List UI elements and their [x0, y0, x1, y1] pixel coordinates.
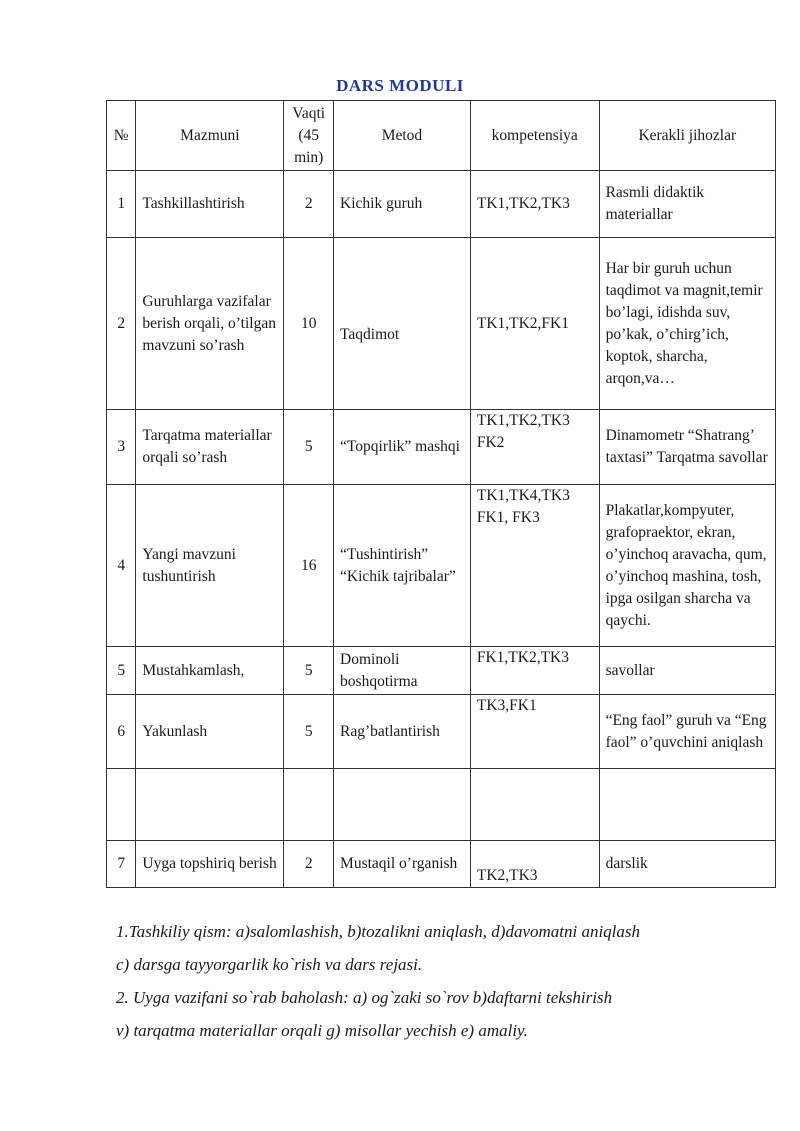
- table-row: [107, 171, 776, 238]
- table-header-row: [107, 101, 776, 171]
- row-metod: Rag’batlantirish: [334, 695, 471, 769]
- header-kompetensiya: kompetensiya: [470, 101, 599, 171]
- table-row: [107, 238, 776, 410]
- row-mazmun: Guruhlarga vazifalar berish orqali, o’tilgan mavzuni so’rash: [136, 238, 284, 410]
- row-num: 5: [107, 647, 136, 695]
- note-line: v) tarqatma materiallar orqali g) misollar yechish e) amaliy.: [116, 1021, 528, 1040]
- row-kompetensiya: TK2,TK3: [470, 841, 599, 888]
- row-num: [107, 769, 136, 841]
- row-num: 1: [107, 171, 136, 238]
- note-line: 1.Tashkiliy qism: a)salomlashish, b)tozalikni aniqlash, d)davomatni aniqlash: [116, 922, 641, 941]
- page-title: DARS MODULI: [336, 76, 464, 95]
- row-kompetensiya: TK3,FK1: [470, 695, 599, 769]
- table-row-empty: [107, 769, 776, 841]
- row-metod: “Topqirlik” mashqi: [334, 410, 471, 485]
- row-num: 3: [107, 410, 136, 485]
- row-mazmun: Yakunlash: [136, 695, 284, 769]
- row-num: 7: [107, 841, 136, 888]
- row-kompetensiya: FK1,TK2,TK3: [470, 647, 599, 695]
- row-num: 4: [107, 485, 136, 647]
- lesson-module-table: [106, 100, 776, 888]
- row-jihozlar: Dinamometr “Shatrang’ taxtasi” Tarqatma savollar: [599, 410, 775, 485]
- lesson-notes: [116, 918, 776, 1050]
- row-jihozlar: [599, 769, 775, 841]
- note-line: c) darsga tayyorgarlik ko`rish va dars rejasi.: [116, 955, 423, 974]
- row-metod: “Tushintirish” “Kichik tajribalar”: [334, 485, 471, 647]
- row-jihozlar: savollar: [599, 647, 775, 695]
- header-mazmun: Mazmuni: [136, 101, 284, 171]
- row-kompetensiya: TK1,TK2,TK3 FK2: [470, 410, 599, 485]
- row-kompetensiya: [470, 769, 599, 841]
- row-vaqt: 16: [284, 485, 334, 647]
- row-metod: [334, 769, 471, 841]
- table-row: [107, 647, 776, 695]
- table-row: [107, 485, 776, 647]
- row-vaqt: 5: [284, 647, 334, 695]
- row-mazmun: Yangi mavzuni tushuntirish: [136, 485, 284, 647]
- note-line: 2. Uyga vazifani so`rab baholash: a) og`zaki so`rov b)daftarni tekshirish: [116, 988, 613, 1007]
- row-metod: Mustaqil o’rganish: [334, 841, 471, 888]
- row-jihozlar: “Eng faol” guruh va “Eng faol” o’quvchini aniqlash: [599, 695, 775, 769]
- table-row: [107, 410, 776, 485]
- header-vaqt: Vaqti (45 min): [284, 101, 334, 171]
- row-vaqt: 5: [284, 410, 334, 485]
- table-row: [107, 695, 776, 769]
- row-mazmun: Tarqatma materiallar orqali so’rash: [136, 410, 284, 485]
- row-vaqt: 2: [284, 171, 334, 238]
- row-mazmun: Tashkillashtirish: [136, 171, 284, 238]
- row-metod: Dominoli boshqotirma: [334, 647, 471, 695]
- row-metod: Kichik guruh: [334, 171, 471, 238]
- row-vaqt: 5: [284, 695, 334, 769]
- row-metod: Taqdimot: [334, 238, 471, 410]
- row-jihozlar: darslik: [599, 841, 775, 888]
- row-kompetensiya: TK1,TK2,TK3: [470, 171, 599, 238]
- row-num: 2: [107, 238, 136, 410]
- header-num: №: [107, 101, 136, 171]
- row-num: 6: [107, 695, 136, 769]
- row-mazmun: Uyga topshiriq berish: [136, 841, 284, 888]
- row-jihozlar: Plakatlar,kompyuter, grafopraektor, ekran, o’yinchoq aravacha, qum, o’yinchoq mashina, tosh, ipga osilgan sharcha va qaychi.: [599, 485, 775, 647]
- row-vaqt: 2: [284, 841, 334, 888]
- row-jihozlar: Har bir guruh uchun taqdimot va magnit,temir bo’lagi, idishda suv, po’kak, o’chirg’ich, koptok, sharcha, arqon,va…: [599, 238, 775, 410]
- table-row: [107, 841, 776, 888]
- header-jihozlar: Kerakli jihozlar: [599, 101, 775, 171]
- row-jihozlar: Rasmli didaktik materiallar: [599, 171, 775, 238]
- header-metod: Metod: [334, 101, 471, 171]
- row-vaqt: [284, 769, 334, 841]
- row-mazmun: Mustahkamlash,: [136, 647, 284, 695]
- row-kompetensiya: TK1,TK2,FK1: [470, 238, 599, 410]
- row-mazmun: [136, 769, 284, 841]
- row-vaqt: 10: [284, 238, 334, 410]
- row-kompetensiya: TK1,TK4,TK3 FK1, FK3: [470, 485, 599, 647]
